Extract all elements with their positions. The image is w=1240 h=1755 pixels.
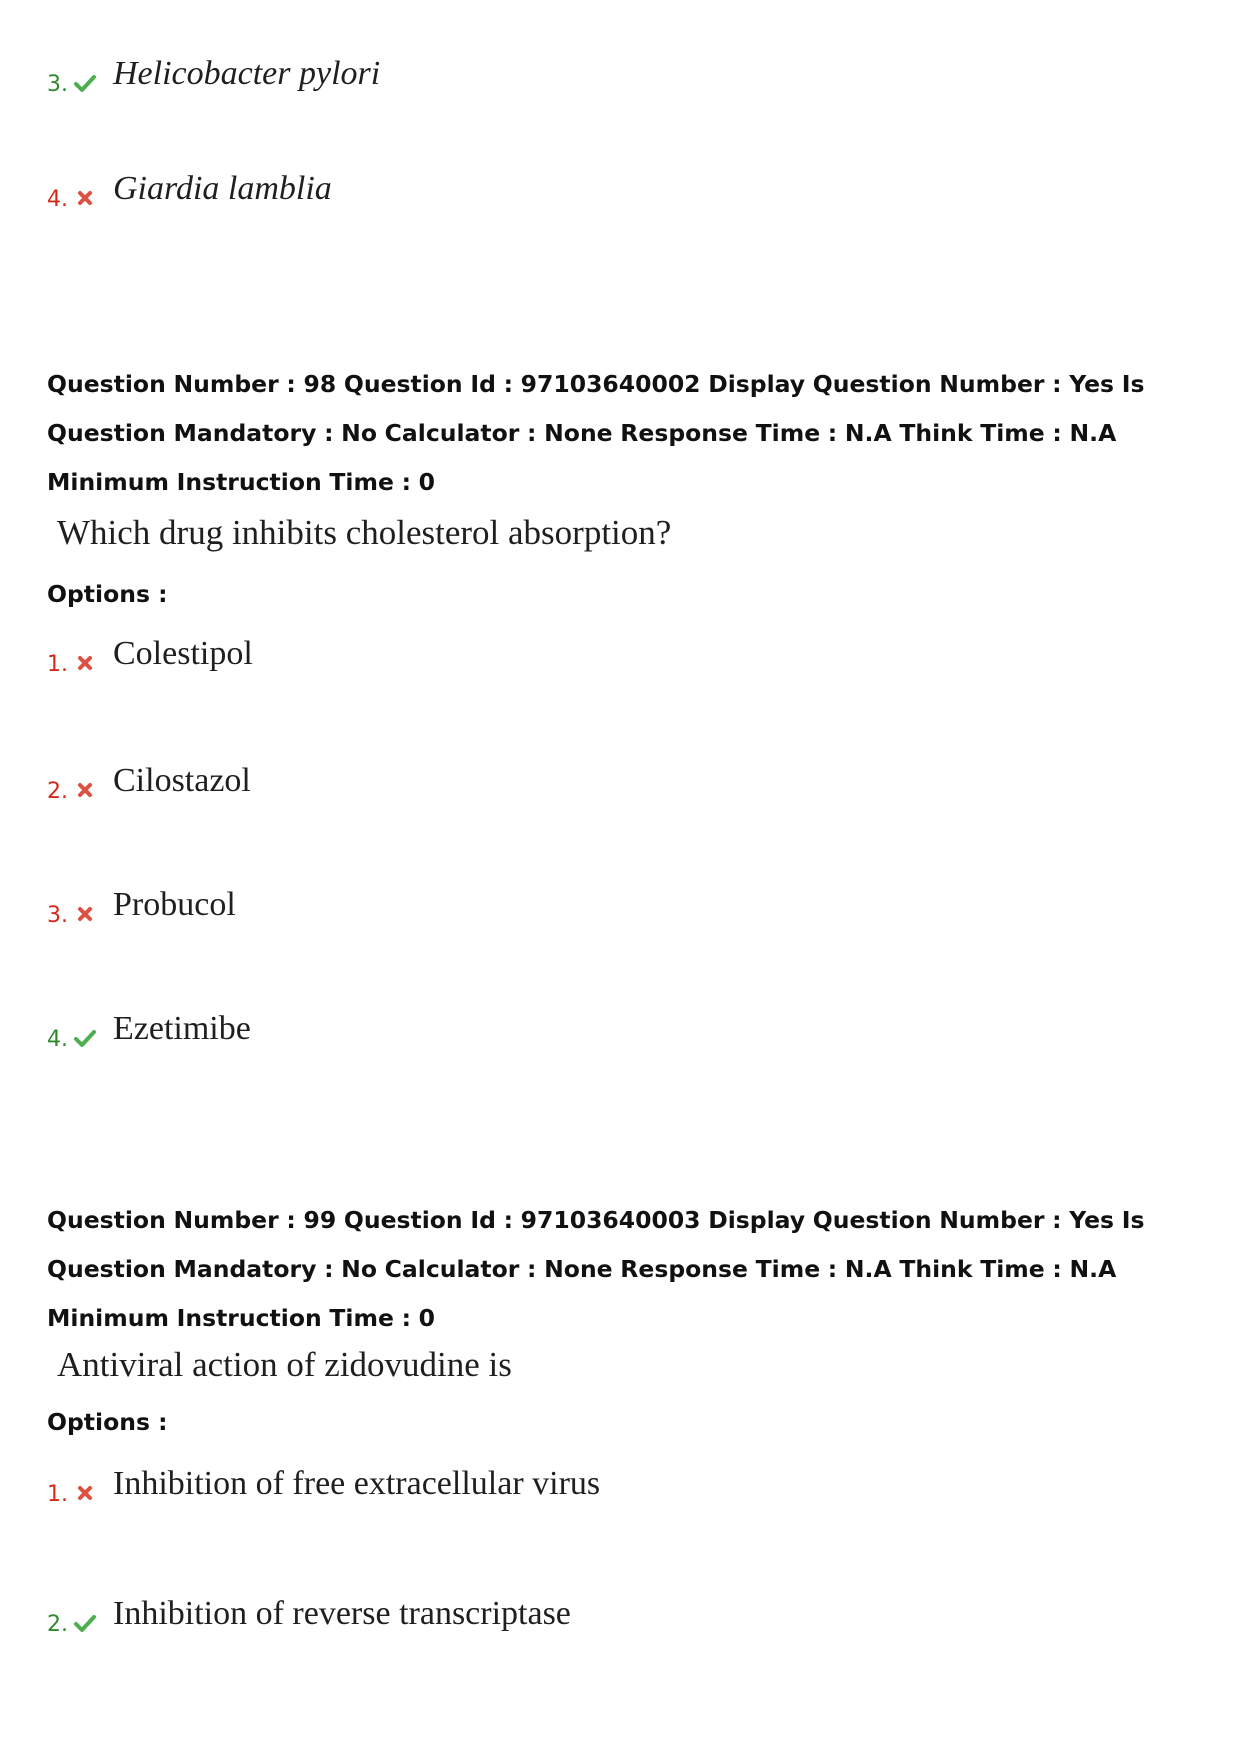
- check-icon: [73, 71, 97, 95]
- option-text: Probucol: [113, 886, 236, 923]
- option-number: 1.: [47, 1482, 68, 1507]
- option-text: Cilostazol: [113, 762, 251, 799]
- option-4-correct: [47, 1000, 1147, 1060]
- option-number: 4.: [47, 187, 68, 212]
- option-2-wrong: [47, 752, 1147, 812]
- option-text: Inhibition of reverse transcriptase: [113, 1595, 571, 1632]
- check-icon: [73, 1026, 97, 1050]
- option-number: 2.: [47, 1612, 68, 1637]
- cross-icon: [73, 651, 97, 675]
- question-text-98: Which drug inhibits cholesterol absorption?: [57, 513, 672, 552]
- cross-icon: [73, 186, 97, 210]
- check-icon: [73, 1611, 97, 1635]
- options-label-98: Options :: [47, 580, 168, 608]
- option-text: Helicobacter pylori: [113, 55, 381, 92]
- question-text-99: Antiviral action of zidovudine is: [57, 1345, 512, 1384]
- option-3-correct: [47, 45, 1147, 105]
- option-1-wrong: [47, 1455, 1147, 1515]
- cross-icon: [73, 778, 97, 802]
- cross-icon: [73, 902, 97, 926]
- question-meta-98: Question Number : 98 Question Id : 97103640002 Display Question Number : Yes Is Question Mandatory : No Calculator : None Response Time : N.A Think Time : N.A Minimum Instruction Time : 0: [47, 370, 1145, 496]
- option-text: Ezetimibe: [113, 1010, 251, 1047]
- question-meta-99: Question Number : 99 Question Id : 97103640003 Display Question Number : Yes Is Question Mandatory : No Calculator : None Response Time : N.A Think Time : N.A Minimum Instruction Time : 0: [47, 1206, 1145, 1332]
- option-1-wrong: [47, 625, 1147, 685]
- option-text: Colestipol: [113, 635, 253, 672]
- cross-icon: [73, 1481, 97, 1505]
- option-3-wrong: [47, 876, 1147, 936]
- option-number: 1.: [47, 652, 68, 677]
- option-4-wrong: [47, 160, 1147, 220]
- option-number: 3.: [47, 72, 68, 97]
- option-number: 4.: [47, 1027, 68, 1052]
- option-text: Inhibition of free extracellular virus: [113, 1465, 601, 1502]
- option-2-correct: [47, 1585, 1147, 1645]
- option-text: Giardia lamblia: [113, 170, 332, 207]
- option-number: 2.: [47, 779, 68, 804]
- options-label-99: Options :: [47, 1408, 168, 1436]
- option-number: 3.: [47, 903, 68, 928]
